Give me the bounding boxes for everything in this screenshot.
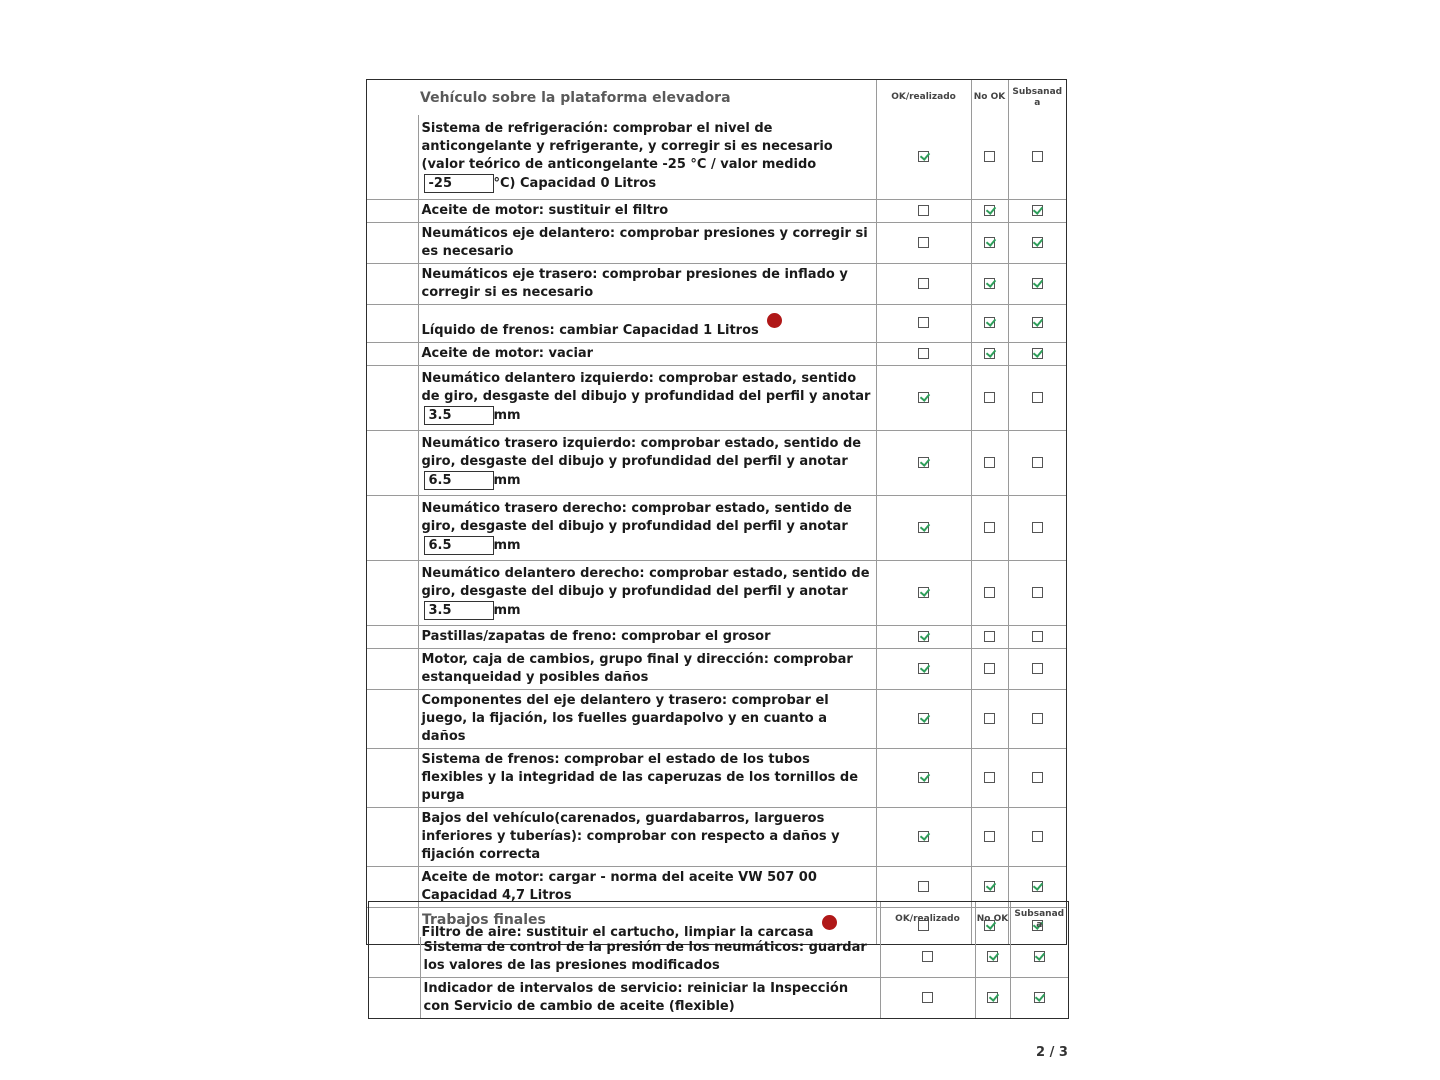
checkbox-ok[interactable] [922,992,933,1003]
table-row [369,937,1068,978]
measured-value-field[interactable]: 3.5 [424,601,494,620]
task-description [418,365,876,430]
row-spacer [367,560,418,625]
task-label-suffix: mm [493,408,521,423]
cell-not-ok [971,365,1008,430]
col-header-not-ok: No OK [975,902,1010,937]
task-description [418,342,876,365]
row-spacer [367,689,418,748]
checklist-table-final-tasks [369,902,1068,1018]
table-row [367,115,1066,199]
cell-not-ok [971,430,1008,495]
task-label: Neumáticos eje delantero: comprobar presiones y corregir si es necesario [421,225,868,259]
checkbox-ok[interactable] [918,151,929,162]
cell-fixed [1008,222,1066,263]
cell-fixed [1008,199,1066,222]
page-number: 2 / 3 [1036,1045,1068,1060]
task-label: Neumático trasero derecho: comprobar estado, sentido de giro, desgaste del dibujo y profundidad del perfil y anotar [421,501,852,534]
cell-ok [876,365,971,430]
checkbox-fixed[interactable] [1032,631,1043,642]
checkbox-not-ok[interactable] [984,631,995,642]
section-title: Trabajos finales [369,902,880,937]
cell-not-ok [971,625,1008,648]
table-row [367,689,1066,748]
task-label: Indicador de intervalos de servicio: reiniciar la Inspección con Servicio de cambio de aceite (flexible) [423,981,849,1014]
checkbox-ok[interactable] [918,392,929,403]
checkbox-fixed[interactable] [1032,713,1043,724]
checkbox-ok[interactable] [918,587,929,598]
checkbox-fixed[interactable] [1034,992,1045,1003]
cell-ok [876,115,971,199]
row-spacer [367,365,418,430]
checkbox-not-ok[interactable] [984,713,995,724]
cell-not-ok [975,937,1010,978]
cell-fixed [1008,748,1066,807]
cell-ok [876,625,971,648]
cell-fixed [1008,430,1066,495]
cell-ok [876,495,971,560]
checkbox-not-ok[interactable] [984,881,995,892]
checkbox-ok[interactable] [918,713,929,724]
task-description [418,689,876,748]
task-label: Sistema de refrigeración: comprobar el nivel de anticongelante y refrigerante, y corregir si es necesario (valor teórico de anticongelante -25 °C / valor medido [421,121,833,173]
checkbox-fixed[interactable] [1032,772,1043,783]
task-description [418,560,876,625]
checkbox-fixed[interactable] [1032,522,1043,533]
row-spacer [367,625,418,648]
col-header-fixed: Subsanad a [1010,902,1068,937]
table-row [367,304,1066,342]
table-row [367,342,1066,365]
checkbox-not-ok[interactable] [984,392,995,403]
checkbox-fixed[interactable] [1032,205,1043,216]
task-description [418,807,876,866]
cell-fixed [1010,978,1068,1019]
row-spacer [367,304,418,342]
cell-ok [876,560,971,625]
task-description [418,748,876,807]
cell-ok [876,304,971,342]
checkbox-fixed[interactable] [1032,831,1043,842]
measured-value-field[interactable]: 6.5 [424,471,494,490]
checkbox-ok[interactable] [918,663,929,674]
checkbox-fixed[interactable] [1032,663,1043,674]
checkbox-fixed[interactable] [1032,881,1043,892]
checkbox-not-ok[interactable] [984,205,995,216]
checkbox-ok[interactable] [918,881,929,892]
cell-ok [880,978,975,1019]
cell-not-ok [971,748,1008,807]
task-description [418,115,876,199]
table-row [367,430,1066,495]
measured-value-field[interactable]: 6.5 [424,536,494,555]
task-description [418,263,876,304]
row-spacer [367,263,418,304]
task-label: Líquido de frenos: cambiar Capacidad 1 Litros [421,322,759,338]
cell-not-ok [971,495,1008,560]
row-spacer [367,748,418,807]
task-description [418,495,876,560]
checkbox-not-ok[interactable] [984,151,995,162]
row-spacer [367,495,418,560]
checkbox-ok[interactable] [922,951,933,962]
row-spacer [367,648,418,689]
task-label: Neumático delantero izquierdo: comprobar estado, sentido de giro, desgaste del dibujo y profundidad del perfil y anotar [421,371,871,404]
table-header [369,902,1068,937]
row-spacer [367,430,418,495]
cell-fixed [1008,304,1066,342]
table-row [367,748,1066,807]
checkbox-ok[interactable] [918,317,929,328]
task-label: Sistema de control de la presión de los neumáticos: guardar los valores de las presiones modificados [423,940,867,973]
cell-fixed [1008,560,1066,625]
cell-fixed [1008,263,1066,304]
checkbox-ok[interactable] [918,831,929,842]
task-label: Filtro de aire: sustituir el cartucho, limpiar la carcasa [421,925,814,940]
checkbox-fixed[interactable] [1032,278,1043,289]
cell-ok [876,430,971,495]
task-label: Motor, caja de cambios, grupo final y dirección: comprobar estanqueidad y posibles daños [421,651,853,685]
section-title: Vehículo sobre la plataforma elevadora [367,80,876,115]
cell-fixed [1008,689,1066,748]
cell-not-ok [971,648,1008,689]
task-label: Sistema de frenos: comprobar el estado de los tubos flexibles y la integridad de las caperuzas de los tornillos de purga [421,751,859,803]
cell-fixed [1008,625,1066,648]
task-description [418,430,876,495]
checkbox-ok[interactable] [918,522,929,533]
cell-ok [876,222,971,263]
cell-not-ok [971,115,1008,199]
checklist-table-vehicle-lift [367,80,1066,944]
row-spacer [367,342,418,365]
col-header-ok: OK/realizado [880,902,975,937]
table-row [367,263,1066,304]
task-label-suffix: °C) Capacidad 0 Litros [493,176,657,192]
checkbox-not-ok[interactable] [984,587,995,598]
table-row [367,807,1066,866]
table-header [367,80,1066,115]
task-description [418,648,876,689]
cell-ok [880,937,975,978]
section-final-tasks [368,901,1069,1019]
table-row [367,365,1066,430]
task-label: Componentes del eje delantero y trasero: comprobar el juego, la fijación, los fuelles guardapolvo y en cuanto a daños [421,692,829,744]
cell-fixed [1008,342,1066,365]
cell-fixed [1008,115,1066,199]
task-label: Aceite de motor: sustituir el filtro [421,202,669,218]
task-description [418,625,876,648]
section-vehicle-lift [366,79,1067,945]
cell-ok [876,689,971,748]
checkbox-ok[interactable] [918,348,929,359]
table-row [367,222,1066,263]
cell-not-ok [971,689,1008,748]
table-row [367,495,1066,560]
cell-fixed [1008,648,1066,689]
cell-not-ok [971,342,1008,365]
checkbox-ok[interactable] [918,205,929,216]
row-spacer [367,199,418,222]
task-label-suffix: mm [493,473,521,488]
measured-value-field[interactable]: 3.5 [424,406,494,425]
table-row [367,199,1066,222]
cell-ok [876,748,971,807]
checkbox-fixed[interactable] [1032,151,1043,162]
cell-not-ok [971,807,1008,866]
row-spacer [367,807,418,866]
cell-not-ok [971,263,1008,304]
cell-not-ok [971,560,1008,625]
task-label-suffix: mm [493,538,521,553]
col-header-not-ok: No OK [971,80,1008,115]
cell-not-ok [971,222,1008,263]
task-label: Neumáticos eje trasero: comprobar presiones de inflado y corregir si es necesario [421,266,848,300]
col-header-ok: OK/realizado [876,80,971,115]
task-label: Pastillas/zapatas de freno: comprobar el grosor [421,628,771,644]
checkbox-fixed[interactable] [1034,951,1045,962]
checkbox-not-ok[interactable] [987,951,998,962]
checkbox-not-ok[interactable] [987,992,998,1003]
cell-not-ok [971,304,1008,342]
row-spacer [369,937,420,978]
task-description [418,199,876,222]
checkbox-fixed[interactable] [1032,237,1043,248]
checkbox-ok[interactable] [918,631,929,642]
checkbox-fixed[interactable] [1032,392,1043,403]
checkbox-fixed[interactable] [1032,348,1043,359]
cell-ok [876,648,971,689]
checkbox-ok[interactable] [918,772,929,783]
row-spacer [369,978,420,1019]
cell-fixed [1008,365,1066,430]
cell-ok [876,199,971,222]
checkbox-not-ok[interactable] [984,522,995,533]
table-row [369,978,1068,1019]
checkbox-not-ok[interactable] [984,663,995,674]
checkbox-ok[interactable] [918,278,929,289]
checkbox-not-ok[interactable] [984,457,995,468]
task-label: Aceite de motor: cargar - norma del aceite VW 507 00 Capacidad 4,7 Litros [421,869,817,903]
table-row [367,625,1066,648]
cell-fixed [1010,937,1068,978]
checkbox-not-ok[interactable] [984,237,995,248]
cell-not-ok [975,978,1010,1019]
task-description [420,937,880,978]
task-label: Aceite de motor: vaciar [421,345,594,361]
checkbox-not-ok[interactable] [984,831,995,842]
task-description [418,222,876,263]
checkbox-not-ok[interactable] [984,772,995,783]
task-label: Bajos del vehículo(carenados, guardabarros, largueros inferiores y tuberías): comprobar con respecto a daños y fijación correcta [421,810,840,862]
checkbox-not-ok[interactable] [984,278,995,289]
checkbox-fixed[interactable] [1032,317,1043,328]
row-spacer [367,222,418,263]
cell-ok [876,807,971,866]
cell-ok [876,263,971,304]
checkbox-ok[interactable] [918,457,929,468]
cell-not-ok [971,199,1008,222]
checkbox-not-ok[interactable] [984,348,995,359]
task-description [418,304,876,342]
checkbox-fixed[interactable] [1032,587,1043,598]
col-header-fixed: Subsanad a [1008,80,1066,115]
red-marker-icon [767,313,782,328]
checkbox-ok[interactable] [918,237,929,248]
task-label: Neumático trasero izquierdo: comprobar estado, sentido de giro, desgaste del dibujo y profundidad del perfil y anotar [421,436,862,469]
table-row [367,648,1066,689]
cell-ok [876,342,971,365]
table-row [367,560,1066,625]
checkbox-fixed[interactable] [1032,457,1043,468]
row-spacer [367,115,418,199]
cell-fixed [1008,807,1066,866]
task-label-suffix: mm [493,603,521,618]
task-label: Neumático delantero derecho: comprobar estado, sentido de giro, desgaste del dibujo y profundidad del perfil y anotar [421,566,870,599]
measured-value-field[interactable]: -25 [424,174,494,193]
task-description [420,978,880,1019]
cell-fixed [1008,495,1066,560]
checkbox-not-ok[interactable] [984,317,995,328]
